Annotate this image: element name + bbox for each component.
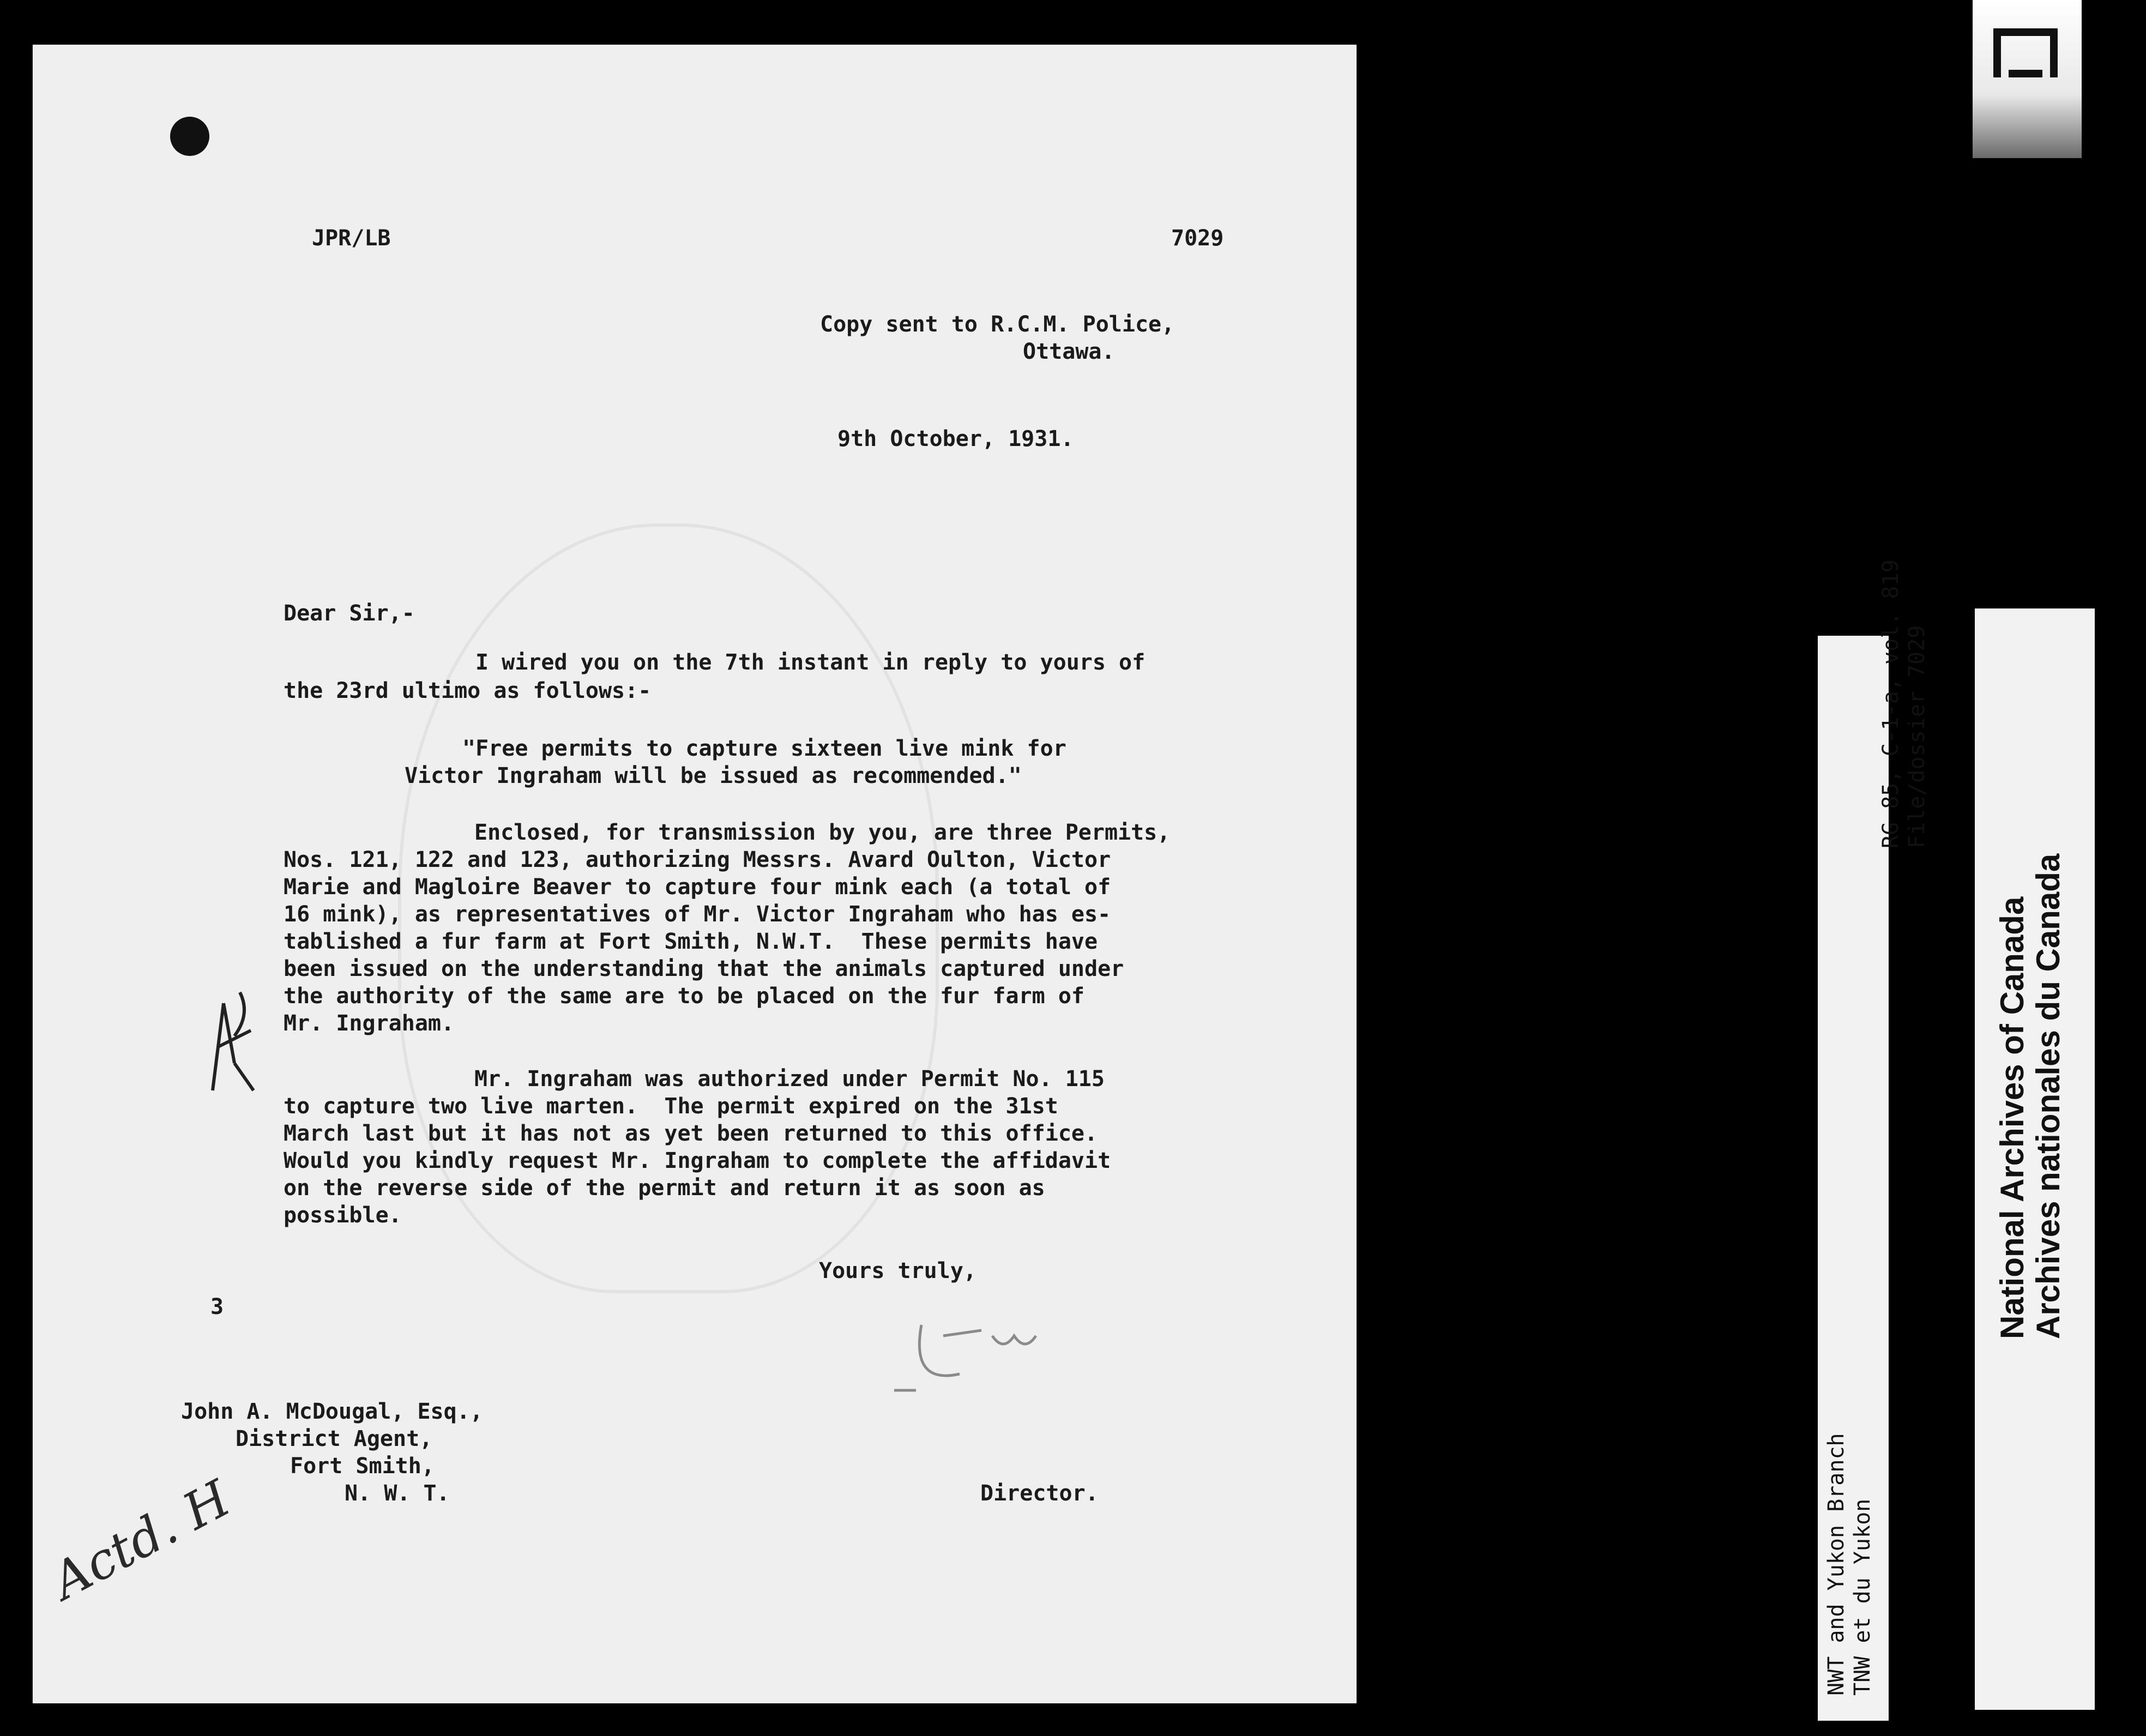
- salutation: Dear Sir,-: [284, 601, 415, 626]
- branch-label-fr: TNW et du Yukon: [1850, 1498, 1875, 1696]
- fonds-reference-line1: RG 85, C-1-a, vol. 819: [1878, 559, 1903, 848]
- paragraph2-line3: Marie and Magloire Beaver to capture four mink each (a total of: [284, 875, 1111, 900]
- paragraph2-line2: Nos. 121, 122 and 123, authorizing Messrs. Avard Oulton, Victor: [284, 847, 1111, 872]
- film-frame-tab: [1973, 0, 2082, 158]
- archives-name-label: [1994, 854, 2066, 1339]
- paragraph2-line5: tablished a fur farm at Fort Smith, N.W.T. These permits have: [284, 929, 1098, 954]
- punch-hole: [170, 117, 209, 156]
- paragraph3-line2: to capture two live marten. The permit expired on the 31st: [284, 1094, 1058, 1119]
- copy-notice-line1: Copy sent to R.C.M. Police,: [820, 312, 1175, 337]
- paragraph1-line1: I wired you on the 7th instant in reply to yours of: [475, 650, 1146, 675]
- fonds-reference-label: [1878, 559, 1930, 848]
- paragraph2-line1: Enclosed, for transmission by you, are three Permits,: [474, 820, 1171, 845]
- handwritten-initials-mark: [202, 981, 262, 1112]
- paragraph3-line3: March last but it has not as yet been returned to this office.: [284, 1121, 1098, 1146]
- reference-initials: JPR/LB: [312, 226, 391, 251]
- paragraph3-line5: on the reverse side of the permit and return it as soon as: [284, 1176, 1045, 1201]
- paragraph3-line4: Would you kindly request Mr. Ingraham to complete the affidavit: [284, 1148, 1111, 1173]
- letter-date: 9th October, 1931.: [837, 426, 1074, 451]
- addressee-territory: N. W. T.: [345, 1481, 450, 1506]
- addressee-city: Fort Smith,: [290, 1454, 435, 1479]
- fonds-reference-line2: File/dossier 7029: [1904, 625, 1930, 848]
- branch-label-en: NWT and Yukon Branch: [1824, 1433, 1849, 1696]
- paragraph3-line1: Mr. Ingraham was authorized under Permit No. 115: [474, 1066, 1105, 1092]
- paragraph2-line8: Mr. Ingraham.: [284, 1011, 455, 1036]
- closing: Yours truly,: [819, 1258, 976, 1283]
- archives-name-en: National Archives of Canada: [1994, 896, 2030, 1339]
- file-number: 7029: [1171, 226, 1224, 251]
- branch-label: [1823, 1433, 1876, 1696]
- archives-name-fr: Archives nationales du Canada: [2030, 853, 2066, 1339]
- paragraph2-line4: 16 mink), as representatives of Mr. Victor Ingraham who has es-: [284, 902, 1111, 927]
- paragraph2-line6: been issued on the understanding that the animals captured under: [284, 956, 1124, 981]
- paragraph1-line2: the 23rd ultimo as follows:-: [284, 678, 652, 703]
- copy-notice-line2: Ottawa.: [1023, 339, 1115, 364]
- paragraph2-line7: the authority of the same are to be placed on the fur farm of: [284, 984, 1085, 1009]
- frame-marker-icon: [1993, 28, 2058, 77]
- signature-title: Director.: [980, 1481, 1099, 1506]
- handwritten-margin-note: Actd. H: [43, 1469, 240, 1611]
- signature-scribble: [872, 1303, 1101, 1412]
- paragraph3-line6: possible.: [284, 1203, 402, 1228]
- quote-line1: "Free permits to capture sixteen live mink for: [462, 736, 1066, 761]
- addressee-name: John A. McDougal, Esq.,: [181, 1399, 483, 1424]
- addressee-title: District Agent,: [236, 1426, 433, 1451]
- quote-line2: Victor Ingraham will be issued as recommended.": [405, 763, 1022, 788]
- enclosure-count: 3: [210, 1294, 224, 1319]
